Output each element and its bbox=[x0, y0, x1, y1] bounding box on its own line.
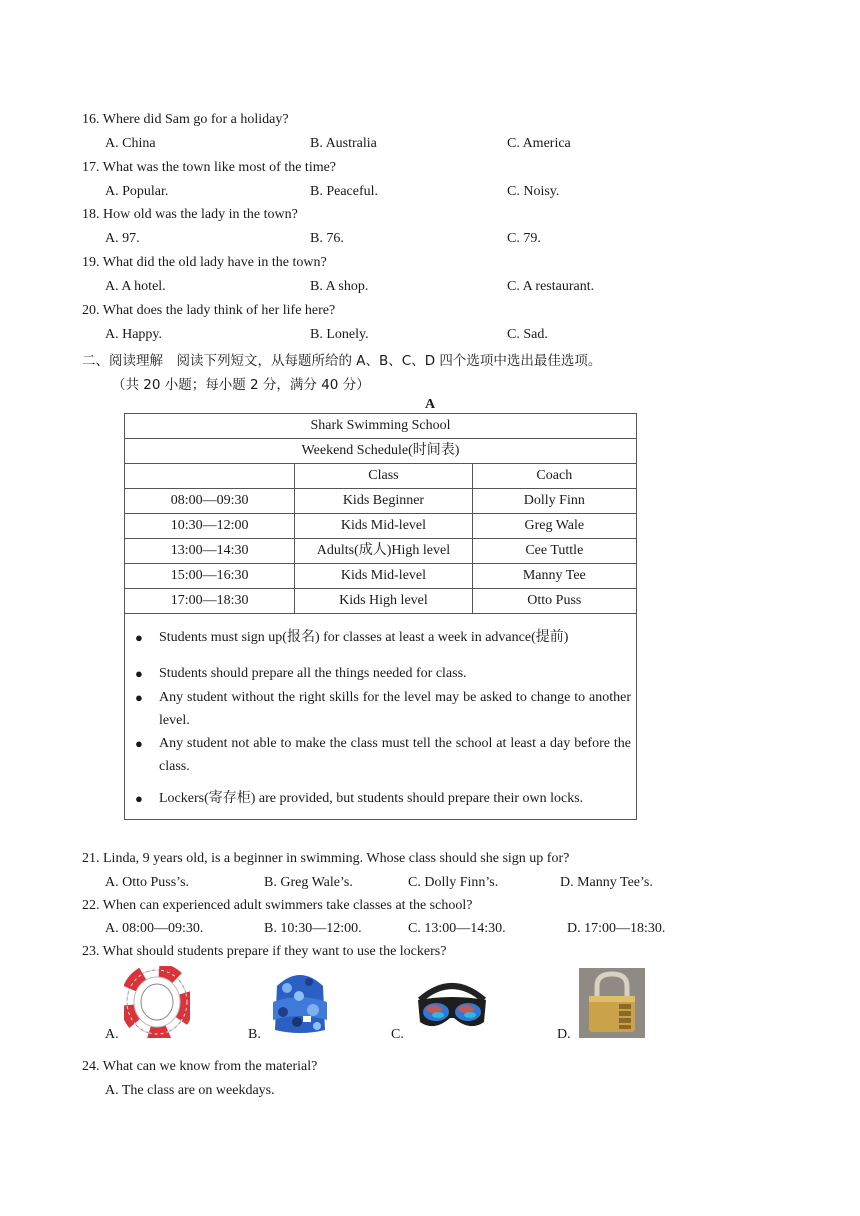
class-cell: Adults(成人)High level bbox=[295, 539, 472, 564]
table-subtitle-row bbox=[125, 439, 637, 464]
question-23: 23. What should students prepare if they want to use the lockers? bbox=[82, 944, 447, 959]
section-subheading: （共 20 小题；每小题 2 分，满分 40 分） bbox=[112, 377, 370, 393]
time-cell: 17:00—18:30 bbox=[125, 589, 295, 614]
table-row bbox=[125, 489, 637, 514]
option-24a: A. The class are on weekdays. bbox=[105, 1083, 275, 1098]
option-22a: A. 08:00—09:30. bbox=[105, 921, 204, 936]
time-cell: 15:00—16:30 bbox=[125, 564, 295, 589]
coach-cell: Cee Tuttle bbox=[472, 539, 636, 564]
time-cell: 13:00—14:30 bbox=[125, 539, 295, 564]
rule-item bbox=[135, 686, 631, 732]
header-time-cell bbox=[125, 464, 295, 489]
class-cell: Kids High level bbox=[295, 589, 472, 614]
table-row bbox=[125, 589, 637, 614]
question-19: 19. What did the old lady have in the town? bbox=[82, 255, 327, 270]
rule-text: Any student without the right skills for the level may be asked to change to another level. bbox=[159, 690, 631, 728]
option-23c-label: C. bbox=[391, 1027, 404, 1042]
table-row bbox=[125, 539, 637, 564]
time-cell: 10:30—12:00 bbox=[125, 514, 295, 539]
rule-item bbox=[135, 787, 631, 810]
option-16b: B. Australia bbox=[310, 136, 377, 151]
bullet-icon: ● bbox=[135, 791, 143, 806]
passage-label: A bbox=[425, 397, 436, 412]
rule-item bbox=[135, 626, 631, 649]
option-17b: B. Peaceful. bbox=[310, 184, 379, 199]
question-18: 18. How old was the lady in the town? bbox=[82, 207, 298, 222]
option-22c: C. 13:00—14:30. bbox=[408, 921, 506, 936]
option-18c: C. 79. bbox=[507, 231, 541, 246]
table-title-row bbox=[125, 414, 637, 439]
rule-item bbox=[135, 732, 631, 778]
schedule-table bbox=[124, 413, 637, 614]
option-23d-label: D. bbox=[557, 1027, 571, 1042]
rule-text: Students should prepare all the things needed for class. bbox=[159, 666, 467, 681]
option-20c: C. Sad. bbox=[507, 327, 548, 342]
header-class: Class bbox=[295, 464, 472, 489]
rule-text: Any student not able to make the class must tell the school at least a day before the class. bbox=[159, 736, 631, 774]
coach-cell: Dolly Finn bbox=[472, 489, 636, 514]
option-19c: C. A restaurant. bbox=[507, 279, 595, 294]
option-17a: A. Popular. bbox=[105, 184, 169, 199]
option-23a-label: A. bbox=[105, 1027, 119, 1042]
option-21a: A. Otto Puss’s. bbox=[105, 875, 190, 890]
bullet-icon: ● bbox=[135, 630, 143, 645]
header-coach: Coach bbox=[472, 464, 636, 489]
question-21: 21. Linda, 9 years old, is a beginner in swimming. Whose class should she sign up for? bbox=[82, 851, 570, 866]
option-16c: C. America bbox=[507, 136, 571, 151]
question-20: 20. What does the lady think of her life here? bbox=[82, 303, 336, 318]
bullet-icon: ● bbox=[135, 690, 143, 705]
life-ring-icon bbox=[124, 966, 190, 1038]
schedule-title: Shark Swimming School bbox=[125, 414, 637, 439]
option-16a: A. China bbox=[105, 136, 156, 151]
question-16: 16. Where did Sam go for a holiday? bbox=[82, 112, 289, 127]
table-row bbox=[125, 564, 637, 589]
table-header-row bbox=[125, 464, 637, 489]
option-21d: D. Manny Tee’s. bbox=[560, 875, 653, 890]
option-17c: C. Noisy. bbox=[507, 184, 560, 199]
padlock-icon bbox=[579, 968, 645, 1038]
option-20b: B. Lonely. bbox=[310, 327, 369, 342]
question-24: 24. What can we know from the material? bbox=[82, 1059, 318, 1074]
question-22: 22. When can experienced adult swimmers take classes at the school? bbox=[82, 898, 473, 913]
section-heading: 二、阅读理解 阅读下列短文，从每题所给的 A、B、C、D 四个选项中选出最佳选项。 bbox=[82, 353, 602, 369]
rule-text: Lockers(寄存柜) are provided, but students should prepare their own locks. bbox=[159, 791, 584, 806]
option-19b: B. A shop. bbox=[310, 279, 369, 294]
option-18b: B. 76. bbox=[310, 231, 344, 246]
time-cell: 08:00—09:30 bbox=[125, 489, 295, 514]
option-21b: B. Greg Wale’s. bbox=[264, 875, 353, 890]
bullet-icon: ● bbox=[135, 736, 143, 751]
option-21c: C. Dolly Finn’s. bbox=[408, 875, 499, 890]
option-20a: A. Happy. bbox=[105, 327, 163, 342]
coach-cell: Manny Tee bbox=[472, 564, 636, 589]
coach-cell: Otto Puss bbox=[472, 589, 636, 614]
class-cell: Kids Mid-level bbox=[295, 564, 472, 589]
class-cell: Kids Beginner bbox=[295, 489, 472, 514]
swim-goggles-icon bbox=[414, 966, 490, 1038]
rules-box bbox=[124, 613, 637, 820]
option-18a: A. 97. bbox=[105, 231, 140, 246]
rule-text: Students must sign up(报名) for classes at least a week in advance(提前) bbox=[159, 630, 569, 645]
option-22d: D. 17:00—18:30. bbox=[567, 921, 666, 936]
schedule-subtitle: Weekend Schedule(时间表) bbox=[125, 439, 637, 464]
swim-cap-icon bbox=[269, 966, 331, 1038]
option-19a: A. A hotel. bbox=[105, 279, 166, 294]
option-23b-label: B. bbox=[248, 1027, 261, 1042]
class-cell: Kids Mid-level bbox=[295, 514, 472, 539]
option-22b: B. 10:30—12:00. bbox=[264, 921, 362, 936]
rule-item bbox=[135, 662, 631, 685]
question-17: 17. What was the town like most of the time? bbox=[82, 160, 337, 175]
table-row bbox=[125, 514, 637, 539]
bullet-icon: ● bbox=[135, 666, 143, 681]
coach-cell: Greg Wale bbox=[472, 514, 636, 539]
